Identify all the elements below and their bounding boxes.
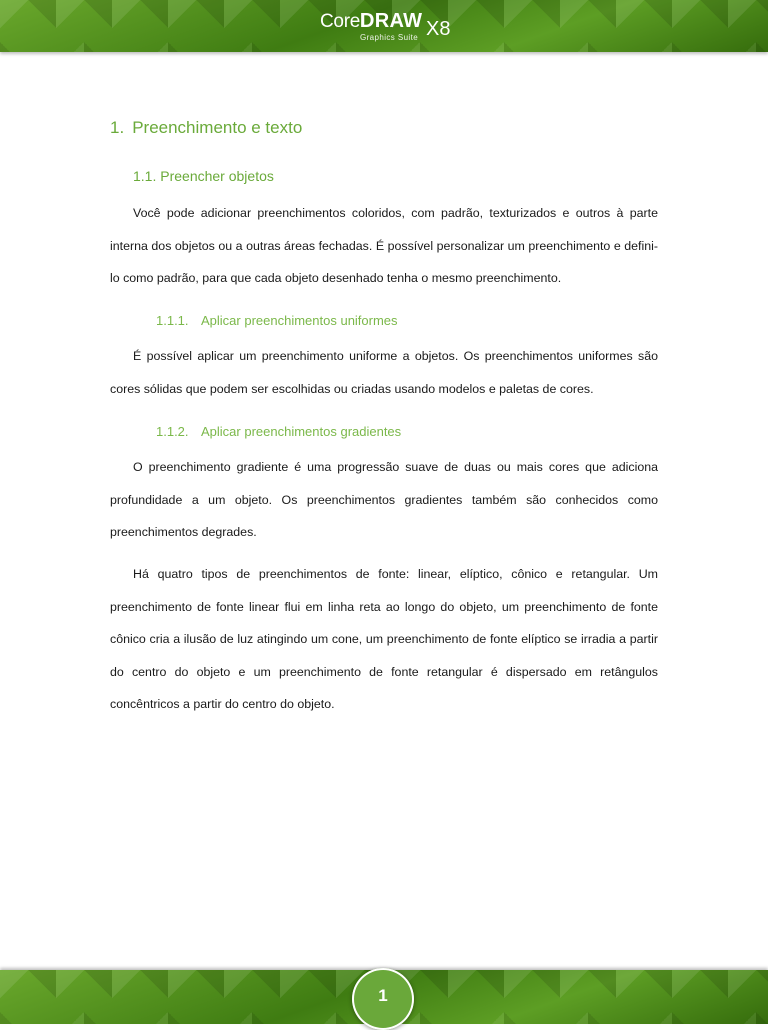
section-number: 1. bbox=[110, 118, 125, 137]
paragraph-gradient-1: O preenchimento gradiente é uma progressão suave de duas ou mais cores que adiciona profundidade a um objeto. Os preenchimentos gradientes também são conhecidos como preenchimentos degrades. bbox=[110, 460, 658, 540]
logo-draw-text: DRAW bbox=[360, 10, 423, 32]
paragraph-intro: Você pode adicionar preenchimentos coloridos, com padrão, texturizados e outros à parte interna dos objetos ou a outras áreas fechadas. É possível personalizar um preenchimento e defini-lo como padrão, para que cada objeto desenhado tenha o mesmo preenchimento. bbox=[110, 206, 658, 286]
page-number: 1 bbox=[378, 986, 388, 1005]
header-banner bbox=[0, 0, 768, 52]
subsubsection-title: Aplicar preenchimentos gradientes bbox=[201, 424, 402, 439]
paragraph-uniform: É possível aplicar um preenchimento uniforme a objetos. Os preenchimentos uniformes são cores sólidas que podem ser escolhidas ou criadas usando modelos e paletas de cores. bbox=[110, 349, 658, 396]
subsubsection-number: 1.1.2. bbox=[156, 424, 189, 439]
paragraph-gradient-2: Há quatro tipos de preenchimentos de fonte: linear, elíptico, cônico e retangular. Um preenchimento de fonte linear flui em linha reta ao longo do objeto, um preenchimento de fonte cônico cria a ilusão de luz atingindo um cone, um preenchimento de fonte elíptico se irradia a partir do centro do objeto e um preenchimento de fonte retangular é dispersado em retângulos concêntricos a partir do centro do objeto. bbox=[110, 567, 658, 712]
section-heading bbox=[110, 118, 302, 138]
page-number-badge bbox=[352, 968, 414, 1030]
logo-corel-text: Corel bbox=[320, 11, 364, 32]
section-title: Preenchimento e texto bbox=[132, 118, 303, 137]
subsubsection-title: Aplicar preenchimentos uniformes bbox=[201, 313, 398, 328]
subsubsection-heading-uniform bbox=[156, 313, 398, 328]
subsection-heading: 1.1. Preencher objetos bbox=[133, 168, 274, 184]
logo-suite-text: Graphics Suite bbox=[360, 33, 419, 42]
logo-version-text: X8 bbox=[426, 18, 451, 40]
subsubsection-number: 1.1.1. bbox=[156, 313, 189, 328]
subsubsection-heading-gradient bbox=[156, 424, 401, 439]
coreldraw-logo bbox=[320, 8, 460, 44]
